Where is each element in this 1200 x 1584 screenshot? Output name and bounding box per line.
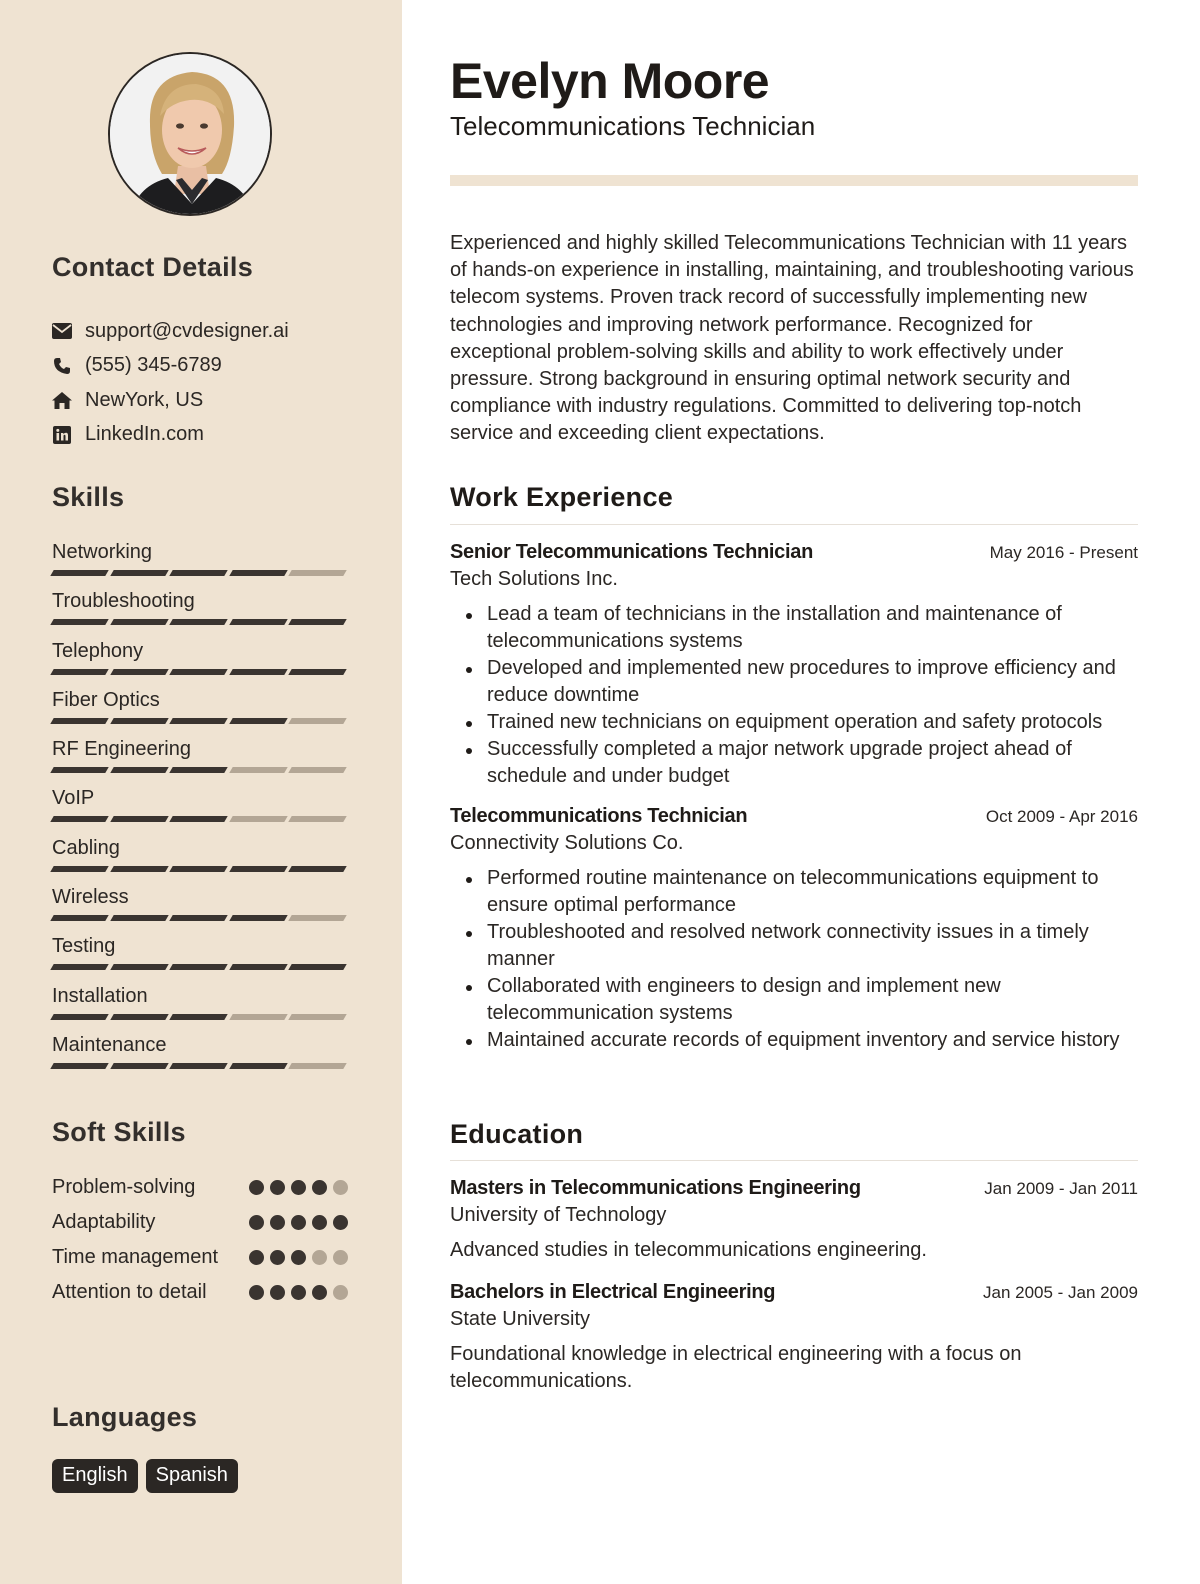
skill-item: [52, 735, 348, 784]
skill-level-segment: [169, 570, 227, 576]
rating-dot: [249, 1285, 264, 1300]
soft-skills-list: [52, 1174, 348, 1314]
job-bullet: Collaborated with engineers to design and implement new telecommunication systems: [450, 973, 1138, 1027]
location-text: NewYork, US: [85, 388, 204, 411]
skill-level-segment: [288, 1063, 346, 1069]
rating-dot: [312, 1285, 327, 1300]
languages-list: [52, 1459, 238, 1493]
rating-dot: [291, 1285, 306, 1300]
skill-level-bar: [52, 1063, 348, 1069]
skill-name: Fiber Optics: [52, 688, 160, 711]
rating-dot: [312, 1180, 327, 1195]
soft-skills-heading: Soft Skills: [52, 1117, 186, 1147]
skill-level-segment: [229, 1063, 287, 1069]
skill-name: Wireless: [52, 886, 129, 909]
profile-photo: [110, 54, 272, 216]
soft-skill-name: Time management: [52, 1246, 218, 1268]
school: University of Technology: [450, 1204, 667, 1226]
skill-level-segment: [169, 767, 227, 773]
skill-level-segment: [169, 866, 227, 872]
skill-item: [52, 538, 348, 587]
skill-level-segment: [169, 1063, 227, 1069]
skill-level-segment: [229, 767, 287, 773]
soft-skill-item: [52, 1279, 348, 1306]
skill-level-segment: [288, 915, 346, 921]
skill-item: [52, 932, 348, 981]
skill-item: [52, 1031, 348, 1080]
skill-item: [52, 587, 348, 636]
skill-level-segment: [110, 767, 168, 773]
skill-level-segment: [110, 619, 168, 625]
candidate-name: Evelyn Moore: [450, 53, 770, 109]
degree: Bachelors in Electrical Engineering: [450, 1281, 776, 1303]
education-heading: Education: [450, 1119, 584, 1149]
linkedin-icon: [52, 425, 72, 445]
skill-item: [52, 834, 348, 883]
contact-email: [52, 314, 372, 349]
sidebar: [0, 0, 402, 1584]
rating-dot: [333, 1180, 348, 1195]
rating-dot: [333, 1285, 348, 1300]
skill-level-segment: [288, 570, 346, 576]
job-company: Tech Solutions Inc.: [450, 568, 618, 590]
linkedin-text[interactable]: LinkedIn.com: [85, 423, 204, 446]
skill-level-segment: [229, 1014, 287, 1020]
skill-level-segment: [169, 915, 227, 921]
skill-level-segment: [288, 964, 346, 970]
skill-name: Telephony: [52, 639, 144, 662]
rating-dot: [291, 1180, 306, 1195]
skill-level-bar: [52, 619, 348, 625]
skill-level-segment: [288, 669, 346, 675]
summary: Experienced and highly skilled Telecommunications Technician with 11 years of hands-on experience in installing, maintaining, and troubleshooting various telecom systems. Proven track record of successfully implementing new technologies and improving network performance. Recognized for exceptional problem-solving skills and ability to work effectively under pressure. Strong background in ensuring optimal network security and compliance with industry regulations. Committed to delivering top-notch service and exceeding client expectations.: [450, 232, 1134, 445]
skill-level-segment: [110, 866, 168, 872]
soft-skill-rating: [249, 1250, 348, 1265]
rating-dot: [291, 1215, 306, 1230]
contact-list: [52, 314, 372, 452]
job-dates: Oct 2009 - Apr 2016: [985, 807, 1138, 826]
rating-dot: [249, 1215, 264, 1230]
skill-level-segment: [288, 816, 346, 822]
skill-level-segment: [110, 1014, 168, 1020]
rating-dot: [291, 1250, 306, 1265]
skill-item: [52, 982, 348, 1031]
job-bullet: Lead a team of technicians in the installation and maintenance of telecommunications systems: [450, 601, 1138, 655]
skill-level-segment: [229, 619, 287, 625]
skill-level-bar: [52, 669, 348, 675]
job-entry: [450, 541, 1138, 790]
skill-name: Installation: [52, 984, 148, 1007]
degree: Masters in Telecommunications Engineering: [450, 1177, 861, 1199]
contact-phone: [52, 349, 372, 384]
email-text[interactable]: support@cvdesigner.ai: [85, 319, 289, 342]
skill-level-segment: [169, 619, 227, 625]
skill-level-segment: [50, 866, 108, 872]
skill-level-segment: [50, 1063, 108, 1069]
soft-skill-item: [52, 1244, 348, 1271]
skill-level-segment: [110, 915, 168, 921]
skill-level-bar: [52, 1014, 348, 1020]
rating-dot: [270, 1250, 285, 1265]
education-description: Advanced studies in telecommunications engineering.: [450, 1239, 927, 1261]
rating-dot: [249, 1180, 264, 1195]
education-entry: [450, 1177, 1138, 1264]
education-dates: Jan 2005 - Jan 2009: [982, 1283, 1138, 1302]
soft-skill-rating: [249, 1180, 348, 1195]
languages-heading: Languages: [52, 1402, 198, 1432]
skill-level-segment: [169, 964, 227, 970]
soft-skill-rating: [249, 1285, 348, 1300]
rating-dot: [270, 1215, 285, 1230]
skill-name: RF Engineering: [52, 738, 191, 761]
skill-level-segment: [169, 1014, 227, 1020]
skill-item: [52, 784, 348, 833]
education-dates: Jan 2009 - Jan 2011: [984, 1179, 1138, 1198]
skill-level-segment: [110, 964, 168, 970]
skill-level-segment: [288, 1014, 346, 1020]
skills-heading: Skills: [52, 482, 125, 512]
school: State University: [450, 1308, 591, 1330]
skill-level-segment: [50, 816, 108, 822]
education-divider: [450, 1160, 1138, 1161]
skill-name: VoIP: [52, 787, 95, 810]
skill-level-segment: [229, 570, 287, 576]
skill-level-bar: [52, 964, 348, 970]
avatar: [108, 52, 272, 216]
skill-item: [52, 883, 348, 932]
skill-name: Cabling: [52, 836, 120, 859]
job-bullet: Maintained accurate records of equipment inventory and service history: [450, 1027, 1138, 1054]
work-experience-divider: [450, 524, 1138, 525]
skill-level-segment: [50, 767, 108, 773]
phone-icon: [52, 356, 72, 376]
job-bullet: Developed and implemented new procedures to improve efficiency and reduce downtime: [450, 655, 1138, 709]
skill-name: Maintenance: [52, 1033, 167, 1056]
skill-level-segment: [50, 964, 108, 970]
rating-dot: [312, 1250, 327, 1265]
skill-level-bar: [52, 718, 348, 724]
rating-dot: [333, 1250, 348, 1265]
skill-level-segment: [229, 964, 287, 970]
soft-skill-item: [52, 1209, 348, 1236]
contact-heading: Contact Details: [52, 252, 254, 282]
skills-list: [52, 538, 348, 1080]
skill-name: Testing: [52, 935, 116, 958]
skill-level-segment: [110, 570, 168, 576]
skill-level-segment: [50, 570, 108, 576]
skill-level-segment: [50, 619, 108, 625]
soft-skill-name: Adaptability: [52, 1211, 156, 1233]
job-company: Connectivity Solutions Co.: [450, 832, 684, 854]
home-icon: [52, 390, 72, 410]
work-experience-heading: Work Experience: [450, 482, 674, 512]
job-entry: [450, 805, 1138, 1054]
soft-skill-name: Problem-solving: [52, 1176, 196, 1198]
soft-skill-item: [52, 1174, 348, 1201]
job-dates: May 2016 - Present: [989, 543, 1138, 562]
education-entry: [450, 1281, 1138, 1395]
job-bullet: Troubleshooted and resolved network connectivity issues in a timely manner: [450, 919, 1138, 973]
skill-level-segment: [229, 915, 287, 921]
skill-level-segment: [50, 1014, 108, 1020]
rating-dot: [312, 1215, 327, 1230]
skill-level-segment: [229, 718, 287, 724]
skill-level-segment: [229, 866, 287, 872]
skill-level-segment: [288, 767, 346, 773]
skill-level-segment: [288, 718, 346, 724]
skill-level-segment: [50, 718, 108, 724]
skill-level-segment: [110, 816, 168, 822]
skill-level-segment: [50, 915, 108, 921]
job-bullets: [450, 601, 1138, 790]
soft-skill-rating: [249, 1215, 348, 1230]
skill-level-segment: [110, 1063, 168, 1069]
skill-level-segment: [169, 718, 227, 724]
skill-level-bar: [52, 915, 348, 921]
soft-skill-name: Attention to detail: [52, 1281, 207, 1303]
skill-level-segment: [110, 669, 168, 675]
phone-text[interactable]: (555) 345-6789: [85, 354, 222, 377]
skill-level-bar: [52, 866, 348, 872]
rating-dot: [270, 1285, 285, 1300]
skill-level-segment: [50, 669, 108, 675]
skill-level-segment: [229, 669, 287, 675]
skill-level-bar: [52, 767, 348, 773]
skill-level-segment: [169, 816, 227, 822]
job-role: Telecommunications Technician: [450, 805, 748, 827]
skill-level-segment: [169, 669, 227, 675]
skill-level-segment: [110, 718, 168, 724]
skill-level-bar: [52, 816, 348, 822]
rating-dot: [333, 1215, 348, 1230]
education-description: Foundational knowledge in electrical engineering with a focus on telecommunications.: [450, 1343, 1022, 1392]
skill-name: Networking: [52, 541, 153, 563]
skill-level-bar: [52, 570, 348, 576]
rating-dot: [249, 1250, 264, 1265]
job-role: Senior Telecommunications Technician: [450, 541, 813, 563]
contact-location: [52, 383, 372, 418]
language-badge: Spanish: [146, 1459, 238, 1493]
skill-item: [52, 637, 348, 686]
envelope-icon: [52, 321, 72, 341]
header-divider: [450, 175, 1138, 186]
skill-level-segment: [288, 866, 346, 872]
job-bullet: Performed routine maintenance on telecommunications equipment to ensure optimal performance: [450, 865, 1138, 919]
skill-level-segment: [229, 816, 287, 822]
job-bullet: Successfully completed a major network upgrade project ahead of schedule and under budget: [450, 736, 1138, 790]
skill-item: [52, 686, 348, 735]
language-badge: English: [52, 1459, 138, 1493]
skill-name: Troubleshooting: [52, 590, 195, 613]
job-bullets: [450, 865, 1138, 1054]
rating-dot: [270, 1180, 285, 1195]
skill-level-segment: [288, 619, 346, 625]
candidate-title: Telecommunications Technician: [450, 111, 816, 141]
contact-linkedin: [52, 418, 372, 453]
job-bullet: Trained new technicians on equipment operation and safety protocols: [450, 709, 1138, 736]
